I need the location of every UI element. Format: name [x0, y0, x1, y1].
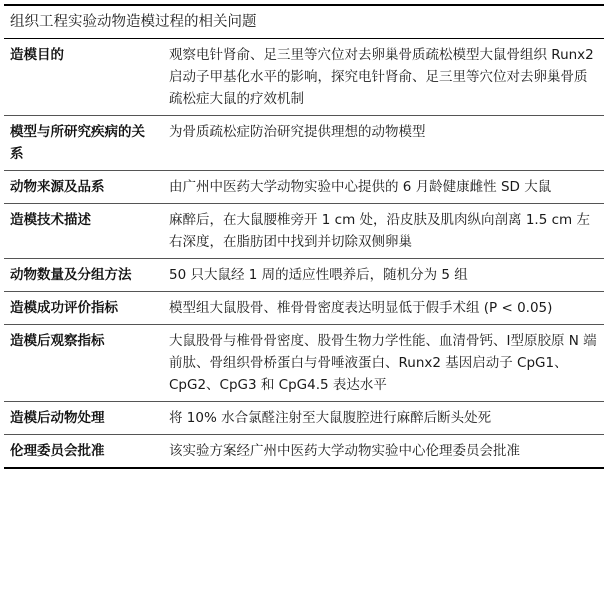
table-row	[4, 435, 604, 469]
row-value: 由广州中医药大学动物实验中心提供的 6 月龄健康雌性 SD 大鼠	[161, 171, 604, 204]
row-label: 造模目的	[4, 39, 161, 116]
document-table-container	[4, 4, 604, 469]
row-label: 造模后动物处理	[4, 402, 161, 435]
table-row	[4, 259, 604, 292]
row-label: 造模后观察指标	[4, 325, 161, 402]
row-label: 动物数量及分组方法	[4, 259, 161, 292]
table-row	[4, 292, 604, 325]
table-row	[4, 204, 604, 259]
row-label: 造模成功评价指标	[4, 292, 161, 325]
table-row	[4, 171, 604, 204]
table-row	[4, 39, 604, 116]
info-table	[4, 39, 604, 469]
row-value: 模型组大鼠股骨、椎骨骨密度表达明显低于假手术组 (P < 0.05)	[161, 292, 604, 325]
row-value: 50 只大鼠经 1 周的适应性喂养后，随机分为 5 组	[161, 259, 604, 292]
row-label: 伦理委员会批准	[4, 435, 161, 469]
row-value: 将 10% 水合氯醛注射至大鼠腹腔进行麻醉后断头处死	[161, 402, 604, 435]
row-value: 为骨质疏松症防治研究提供理想的动物模型	[161, 116, 604, 171]
row-label: 模型与所研究疾病的关系	[4, 116, 161, 171]
row-value: 大鼠股骨与椎骨骨密度、股骨生物力学性能、血清骨钙、Ⅰ型原胶原 N 端前肽、骨组织骨桥蛋白与骨唾液蛋白、Runx2 基因启动子 CpG1、CpG2、CpG3 和 CpG4.5 表达水平	[161, 325, 604, 402]
table-row	[4, 402, 604, 435]
table-row	[4, 116, 604, 171]
row-label: 造模技术描述	[4, 204, 161, 259]
row-value: 该实验方案经广州中医药大学动物实验中心伦理委员会批准	[161, 435, 604, 469]
table-row	[4, 325, 604, 402]
row-value: 麻醉后，在大鼠腰椎旁开 1 cm 处，沿皮肤及肌肉纵向剖离 1.5 cm 左右深度，在脂肪团中找到并切除双侧卵巢	[161, 204, 604, 259]
row-value: 观察电针肾俞、足三里等穴位对去卵巢骨质疏松模型大鼠骨组织 Runx2 启动子甲基化水平的影响，探究电针肾俞、足三里等穴位对去卵巢骨质疏松症大鼠的疗效机制	[161, 39, 604, 116]
table-title: 组织工程实验动物造模过程的相关问题	[4, 4, 604, 39]
row-label: 动物来源及品系	[4, 171, 161, 204]
